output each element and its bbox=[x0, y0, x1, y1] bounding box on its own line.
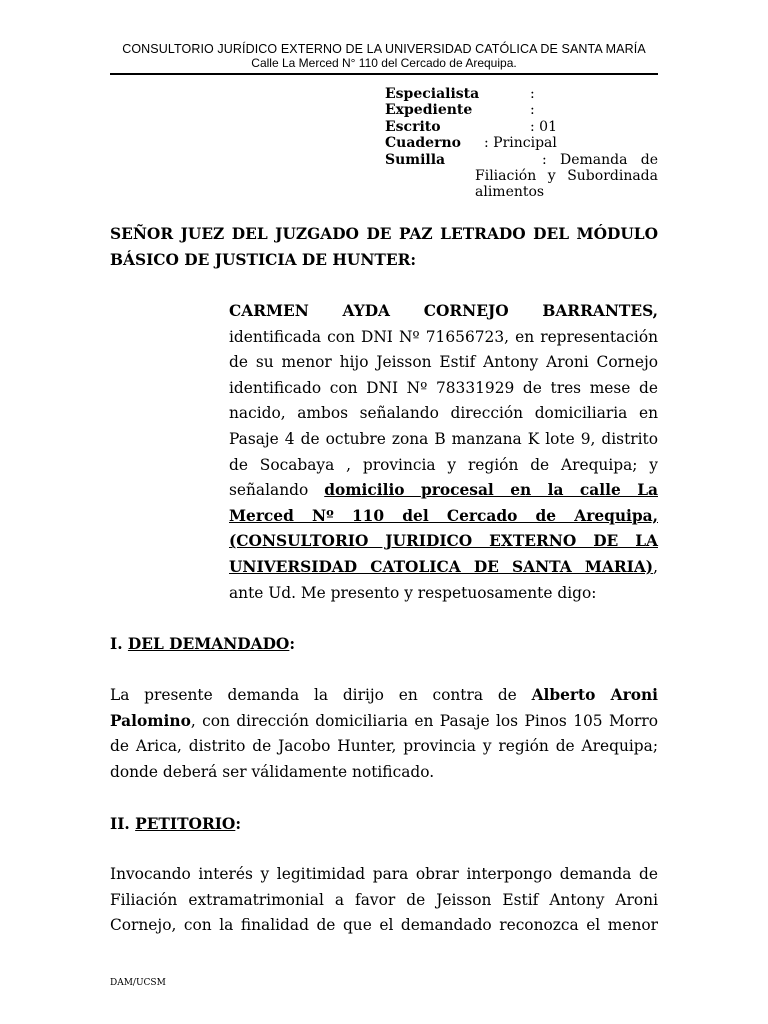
section-number: II. bbox=[110, 815, 136, 833]
petitioner-name: CARMEN AYDA CORNEJO BARRANTES, bbox=[229, 302, 658, 320]
escrito-value: : 01 bbox=[530, 119, 557, 135]
procedural-address: UNIVERSIDAD CATOLICA DE SANTA MARIA) bbox=[229, 557, 654, 576]
petitioner-line bbox=[229, 478, 658, 504]
section-heading-petitorio bbox=[110, 812, 241, 837]
petitioner-line: de Socabaya , provincia y región de Arequipa; y bbox=[229, 455, 658, 474]
section-heading-demandado bbox=[110, 632, 295, 657]
sumilla-value: : Demanda de Filiación y Subordinada alimentos bbox=[475, 152, 658, 200]
section-colon: : bbox=[235, 815, 242, 833]
petitioner-text: , bbox=[653, 557, 658, 576]
body-line bbox=[110, 683, 658, 709]
letterhead-title: CONSULTORIO JURÍDICO EXTERNO DE LA UNIVERSIDAD CATÓLICA DE SANTA MARÍA bbox=[122, 42, 646, 56]
section-title: DEL DEMANDADO bbox=[127, 635, 290, 653]
petitioner-line: Pasaje 4 de octubre zona B manzana K lote 9, distrito bbox=[229, 429, 658, 448]
petitioner-line: de su menor hijo Jeisson Estif Antony Aroni Cornejo bbox=[229, 353, 658, 372]
salutation-line: SEÑOR JUEZ DEL JUZGADO DE PAZ LETRADO DEL MÓDULO bbox=[110, 225, 658, 243]
section-body-demandado bbox=[110, 683, 658, 785]
body-line: Invocando interés y legitimidad para obrar interpongo demanda de bbox=[110, 865, 658, 883]
petitioner-line: nacido, ambos señalando dirección domiciliaria en bbox=[229, 404, 658, 423]
salutation-line: BÁSICO DE JUSTICIA DE HUNTER: bbox=[110, 250, 417, 269]
section-title: PETITORIO bbox=[135, 815, 236, 833]
section-number: I. bbox=[110, 635, 128, 653]
letterhead-address: Calle La Merced N° 110 del Cercado de Arequipa. bbox=[251, 56, 517, 70]
procedural-address: (CONSULTORIO JURIDICO EXTERNO DE LA bbox=[229, 532, 658, 551]
especialista-value: : bbox=[530, 86, 535, 102]
body-line: Cornejo, con la finalidad de que el demandado reconozca el menor bbox=[110, 916, 658, 935]
petitioner-block bbox=[229, 299, 658, 606]
petitioner-line bbox=[229, 555, 658, 581]
body-line: donde deberá ser válidamente notificado. bbox=[110, 762, 435, 781]
page-footer: DAM/UCSM bbox=[110, 978, 166, 988]
sumilla-label: Sumilla bbox=[385, 152, 446, 168]
body-line: Filiación extramatrimonial a favor de Jeisson Estif Antony Aroni bbox=[110, 890, 658, 909]
escrito-label: Escrito bbox=[385, 119, 441, 135]
cuaderno-value: : Principal bbox=[484, 135, 557, 151]
petitioner-line: identificada con DNI Nº 71656723, en representación bbox=[229, 327, 658, 346]
section-body-petitorio bbox=[110, 862, 658, 939]
petitioner-line: identificado con DNI Nº 78331929 de tres mese de bbox=[229, 378, 658, 397]
petitioner-text: señalando bbox=[229, 481, 325, 500]
cuaderno-label: Cuaderno bbox=[385, 135, 461, 151]
section-colon: : bbox=[289, 635, 296, 653]
body-text: , con dirección domiciliaria en Pasaje los Pinos 105 Morro bbox=[190, 711, 658, 730]
expediente-label: Expediente bbox=[385, 102, 473, 118]
procedural-address: domicilio procesal en la calle La bbox=[324, 481, 658, 500]
procedural-address: Merced Nº 110 del Cercado de Arequipa, bbox=[229, 506, 658, 525]
defendant-name: Palomino bbox=[110, 711, 191, 730]
header-divider bbox=[110, 73, 658, 75]
body-text: La presente demanda la dirijo en contra de bbox=[110, 686, 532, 704]
body-line bbox=[110, 709, 658, 735]
court-salutation bbox=[110, 222, 658, 273]
especialista-label: Especialista bbox=[385, 86, 480, 102]
defendant-name: Alberto Aroni bbox=[531, 686, 658, 704]
expediente-value: : bbox=[530, 102, 535, 118]
body-line: de Arica, distrito de Jacobo Hunter, provincia y región de Arequipa; bbox=[110, 737, 658, 756]
petitioner-line: ante Ud. Me presento y respetuosamente digo: bbox=[229, 583, 597, 602]
